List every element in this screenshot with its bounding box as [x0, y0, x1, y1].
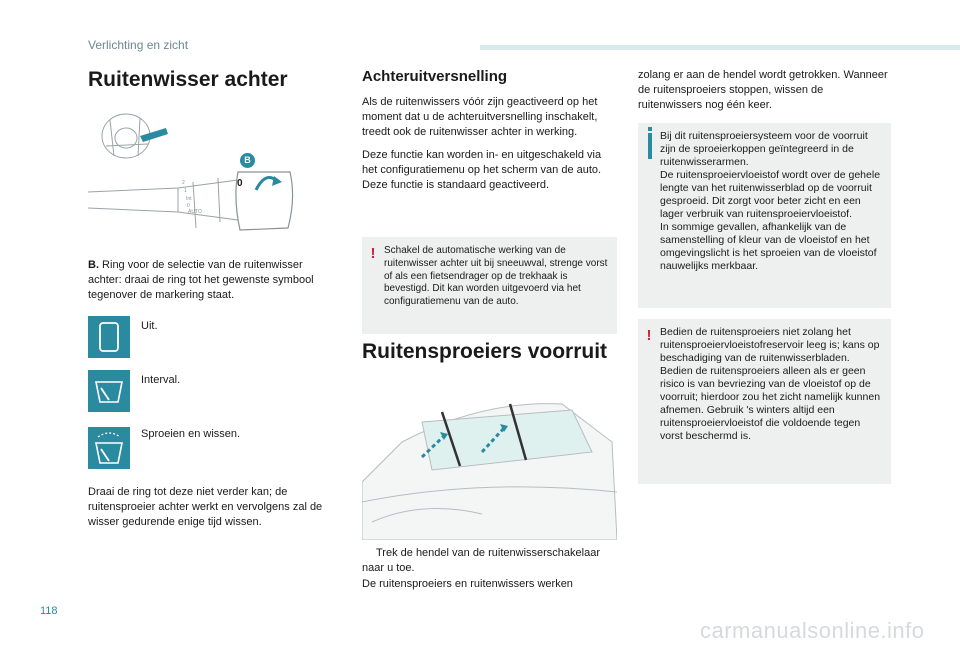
- section-title-front-washers: Ruitensproeiers voorruit: [362, 340, 608, 363]
- ring-mark-0b: 0: [187, 203, 190, 209]
- interval-wipe-icon: [88, 370, 130, 412]
- washer-warning-text: [660, 326, 885, 443]
- ring-letter: B.: [88, 259, 99, 271]
- windscreen-illustration: [362, 382, 617, 540]
- right-intro: zolang er aan de hendel wordt getrokken. Wanneer de ruitensproeiers stoppen, wissen de ruitenwissers nog één keer.: [638, 69, 888, 111]
- off-icon: [88, 316, 130, 358]
- item-interval-label: Interval.: [141, 374, 181, 386]
- rear-wiper-warning-box: [362, 237, 617, 334]
- reverse-para2-line1: Deze functie kan worden in- en uitgeschakeld via het configuratiemenu op het scherm van de auto.: [362, 149, 602, 176]
- info-para-1: Bij dit ruitensproeiersysteem voor de voorruit zijn de sproeierkoppen geïntegreerd in de ruitenwisserarmen.: [660, 130, 868, 168]
- ring-mark-0: 0: [237, 178, 243, 189]
- reverse-para1: Als de ruitenwissers vóór zijn geactiveerd op het moment dat u de achteruitversnelling inschakelt, treedt ook de ruitenwisser achter in werking.: [362, 96, 598, 138]
- callout-b: B: [240, 153, 255, 168]
- stalk-illustration: [88, 100, 333, 250]
- info-icon: [648, 133, 652, 159]
- info-box: [638, 123, 891, 308]
- rear-wiper-warning-text: Schakel de automatische werking van de ruitenwisser achter uit bij sneeuwval, strenge vorst of als een fietsendrager op de trekhaak is bevestigd. Dit kan worden uitgevoerd via het configuratiemenu van de auto.: [384, 245, 608, 308]
- washer-warning-box: [638, 319, 891, 484]
- subtitle-reverse-gear: Achteruitversnelling: [362, 68, 508, 85]
- pull-lever-instruction: [362, 546, 617, 576]
- ring-description: [88, 258, 338, 303]
- item-wash-label: Sproeien en wissen.: [141, 428, 241, 440]
- ring-mark-1: 1: [184, 188, 187, 194]
- warning-para-2: Bedien de ruitensproeiers alleen als er geen risico is van bevriezing van de vloeistof op de voorruit; hierdoor zou het zicht namelijk kunnen afnemen. Gebruik 's winters altijd een ruitensproeiervloeistof die voldoende tegen vorst beschermd is.: [660, 365, 881, 442]
- bullet-text: Trek de hendel van de ruitenwisserschakelaar naar u toe.: [362, 547, 600, 574]
- section-title-rear-wiper: Ruitenwisser achter: [88, 68, 288, 91]
- page-number: 118: [40, 605, 58, 617]
- watermark: carmanualsonline.info: [700, 618, 925, 643]
- washers-work-text: De ruitensproeiers en ruitenwissers werken: [362, 578, 573, 590]
- warning-icon: !: [370, 245, 376, 262]
- reverse-para2-line2: Deze functie is standaard geactiveerd.: [362, 179, 550, 191]
- rear-wiper-stalk-figure: [88, 100, 333, 250]
- warning-para-1: Bedien de ruitensproeiers niet zolang het ruitensproeiervloeistofreservoir leeg is; kans op beschadiging van de ruitenwisserbladen.: [660, 326, 880, 364]
- item-off-label: Uit.: [141, 320, 158, 332]
- chapter-title: Verlichting en zicht: [88, 38, 189, 52]
- ring-mark-int: Int: [186, 196, 192, 202]
- ring-text: Ring voor de selectie van de ruitenwisser achter: draai de ring tot het gewenste symbool tegenover de markering staat.: [88, 259, 314, 301]
- reverse-para2: [362, 148, 617, 193]
- warning-icon: !: [646, 327, 652, 344]
- windscreen-washer-figure: [362, 382, 617, 540]
- info-box-text: [660, 130, 885, 273]
- header-bar: [480, 45, 960, 50]
- info-para-2: De ruitensproeiervloeistof wordt over de gehele lengte van het ruitenwisserblad op de voorruit gesproeid. Dit zorgt voor beter zicht en een lager verbruik van ruitensproeiervloeistof.: [660, 169, 881, 220]
- info-icon-dot: [648, 127, 652, 131]
- info-para-3: In sommige gevallen, afhankelijk van de samenstelling of kleur van de vloeistof en het omgevingslicht is het sproeien van de vloeistof nauwelijks merkbaar.: [660, 221, 877, 272]
- wash-wipe-icon: [88, 427, 130, 469]
- rear-wash-text: Draai de ring tot deze niet verder kan; de ruitensproeier achter werkt en vervolgens zal de wisser gedurende enige tijd wissen.: [88, 486, 323, 528]
- ring-mark-auto: AUTO: [188, 209, 202, 215]
- ring-mark-2: 2: [182, 180, 185, 186]
